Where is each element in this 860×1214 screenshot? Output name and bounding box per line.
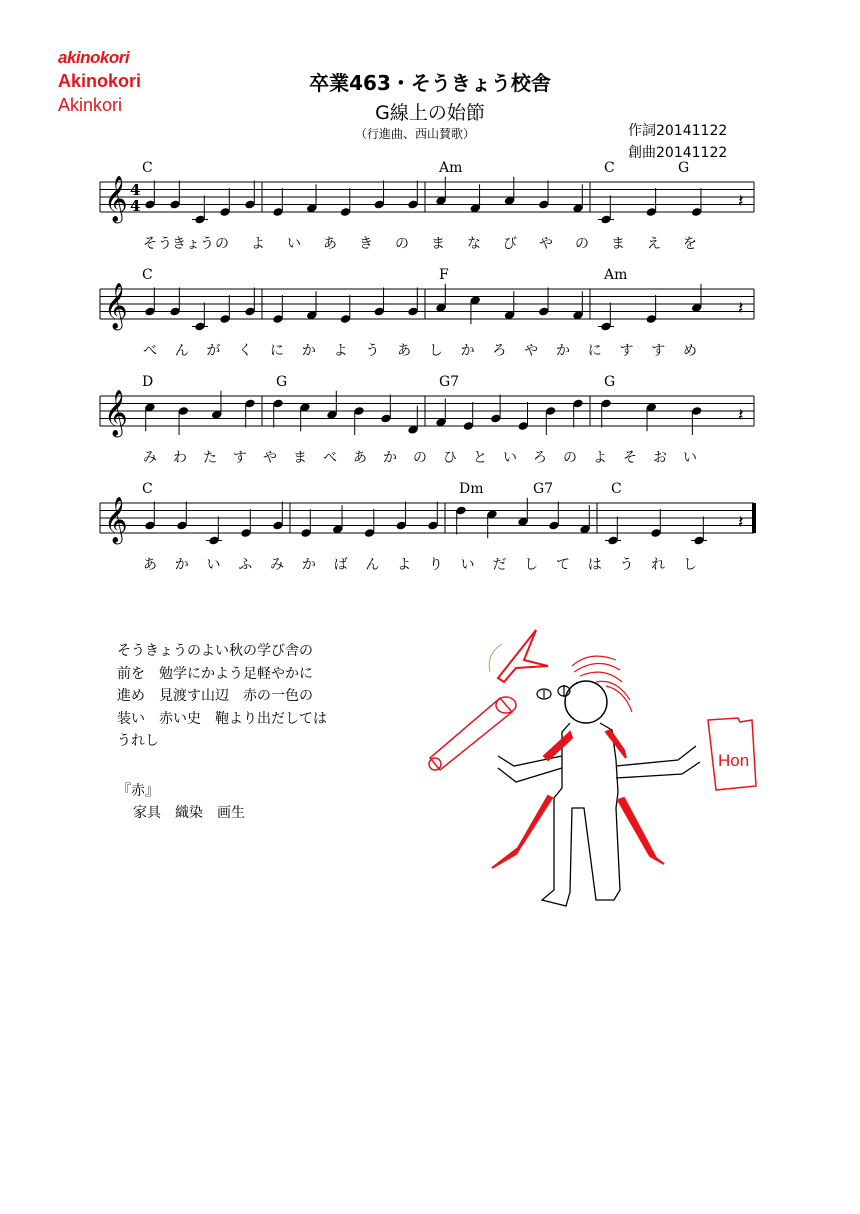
music-credit: 創曲20141122 xyxy=(628,145,728,161)
lyric-syllable: を xyxy=(683,236,697,252)
lyric-syllable: ひ xyxy=(443,450,457,466)
lyric-syllable: ふ xyxy=(238,557,253,573)
aka-section xyxy=(117,780,245,824)
chord-symbol: Am xyxy=(604,267,628,283)
lyric-syllable: よ xyxy=(593,450,607,466)
chord-symbol: G xyxy=(276,374,288,390)
lyric-syllable: み xyxy=(270,557,285,573)
chord-symbol: C xyxy=(142,481,153,497)
chord-symbol: Dm xyxy=(459,481,484,497)
lyric-syllable: よ xyxy=(333,343,348,359)
chord-symbol: G xyxy=(604,374,616,390)
lyric-syllable: ま xyxy=(611,236,625,252)
chord-symbol: Am xyxy=(439,160,463,176)
lyric-syllable: ろ xyxy=(533,450,547,466)
lyric-syllable: あ xyxy=(323,236,337,252)
lyric-syllable: うきょう xyxy=(158,236,214,252)
chord-symbol: F xyxy=(439,267,449,283)
lyric-syllable: い xyxy=(683,450,697,466)
lyric-syllable: に xyxy=(270,343,285,359)
lyric-syllable: か xyxy=(460,343,475,359)
lyric-syllable: だ xyxy=(492,557,507,573)
lyric-syllable: う xyxy=(365,343,380,359)
red-arrow xyxy=(498,630,548,682)
lyric-syllable: い xyxy=(206,557,221,573)
lyric-syllable: ま xyxy=(431,236,445,252)
lyric-syllable: よ xyxy=(397,557,412,573)
lyric-syllable: か xyxy=(174,557,189,573)
lyric-syllable: べ xyxy=(323,450,337,466)
poem-text xyxy=(117,640,327,753)
lyric-syllable: す xyxy=(651,343,666,359)
lyric-syllable: み xyxy=(143,450,157,466)
conductor-drawing xyxy=(420,620,770,920)
song-title: 卒業463・そうきょう校舎 xyxy=(309,71,551,95)
lyric-syllable: あ xyxy=(397,343,412,359)
poem-line: 進め 見渡す山辺 赤の一色の xyxy=(117,688,313,704)
lyric-syllable: し xyxy=(683,557,697,573)
chord-symbol: C xyxy=(142,267,153,283)
treble-clef: 𝄞 xyxy=(104,390,128,436)
hair xyxy=(572,656,632,712)
lyric-syllable: び xyxy=(503,236,517,252)
aka-title: 『赤』 xyxy=(117,783,159,799)
chord-symbol: D xyxy=(142,374,154,390)
lyric-syllable: ま xyxy=(293,450,307,466)
music-score xyxy=(0,0,860,600)
lyric-syllable: べ xyxy=(143,343,157,359)
treble-clef: 𝄞 xyxy=(104,176,128,222)
treble-clef: 𝄞 xyxy=(104,497,128,543)
logo-akinkori: Akinkori xyxy=(58,95,123,115)
lyric-syllable: や xyxy=(524,343,539,359)
lyric-syllable: あ xyxy=(143,557,157,573)
lyric-syllable: き xyxy=(359,236,373,252)
lyric-syllable: め xyxy=(683,343,697,359)
lyric-syllable: れ xyxy=(651,557,666,573)
lyric-syllable: ろ xyxy=(492,343,507,359)
lyric-syllable: て xyxy=(555,557,570,573)
lyric-syllable: や xyxy=(263,450,277,466)
lyric-syllable: あ xyxy=(353,450,367,466)
lyric-syllable: そ xyxy=(143,236,157,252)
lyric-syllable: い xyxy=(287,236,301,252)
logo-akinokori-bold: Akinokori xyxy=(58,71,142,91)
lyric-syllable: が xyxy=(206,343,221,359)
book-label: Hon xyxy=(718,751,750,770)
chord-symbol: C xyxy=(611,481,622,497)
body xyxy=(498,723,700,906)
chord-symbol: G7 xyxy=(533,481,554,497)
lyric-syllable: か xyxy=(383,450,397,466)
lyric-syllable: の xyxy=(395,236,409,252)
rest: 𝄽 xyxy=(738,298,744,319)
lyric-syllable: そ xyxy=(623,450,637,466)
aka-items: 家具 織染 画生 xyxy=(133,805,245,821)
poem-line: うれし xyxy=(117,733,159,749)
poem-line: そうきょうのよい秋の学び舎の xyxy=(117,643,313,659)
lyric-syllable: と xyxy=(473,450,487,466)
rest: 𝄽 xyxy=(738,405,744,426)
lyric-syllable: ん xyxy=(174,343,189,359)
lyric-syllable: し xyxy=(428,343,443,359)
lyric-syllable: す xyxy=(619,343,634,359)
lyric-syllable: や xyxy=(539,236,553,252)
lyric-syllable: え xyxy=(647,236,661,252)
lyrics-credit: 作詞20141122 xyxy=(628,123,728,139)
lyric-syllable: よ xyxy=(251,236,265,252)
head xyxy=(565,681,607,723)
logo-akinokori-italic: akinokori xyxy=(58,48,130,67)
chord-symbol: C xyxy=(142,160,153,176)
lyric-syllable: し xyxy=(524,557,539,573)
treble-clef: 𝄞 xyxy=(104,283,128,329)
rest: 𝄽 xyxy=(738,512,744,533)
lyric-syllable: い xyxy=(503,450,517,466)
lyric-syllable: た xyxy=(203,450,217,466)
chord-symbol: G7 xyxy=(439,374,460,390)
lyric-syllable: り xyxy=(428,557,443,573)
lyric-syllable: わ xyxy=(173,450,187,466)
lyric-syllable: な xyxy=(467,236,481,252)
lyric-syllable: か xyxy=(555,343,570,359)
lyric-syllable: い xyxy=(460,557,475,573)
lyric-syllable: ん xyxy=(365,557,380,573)
style-note: （行進曲、西山賛歌） xyxy=(355,127,476,141)
lyric-syllable: す xyxy=(233,450,247,466)
chord-symbol: C xyxy=(604,160,615,176)
song-subtitle: G線上の始節 xyxy=(375,102,485,124)
time-signature-top: 4 xyxy=(130,181,141,199)
lyric-syllable: ば xyxy=(333,557,348,573)
lyric-syllable: の xyxy=(563,450,577,466)
lyric-syllable: の xyxy=(413,450,427,466)
lyric-syllable: の xyxy=(575,236,589,252)
time-signature-bottom: 4 xyxy=(130,197,141,215)
lyric-syllable: か xyxy=(301,343,316,359)
chord-symbol: G xyxy=(678,160,690,176)
lyric-syllable: う xyxy=(619,557,634,573)
lyric-syllable: お xyxy=(653,450,667,466)
lyric-syllable: は xyxy=(587,557,602,573)
lyric-syllable: か xyxy=(301,557,316,573)
rest: 𝄽 xyxy=(738,191,744,212)
lyric-syllable: の xyxy=(215,236,229,252)
red-accents xyxy=(492,730,664,868)
poem-line: 装い 赤い史 鞄より出だしては xyxy=(117,710,327,727)
lyric-syllable: く xyxy=(238,343,253,359)
lyric-syllable: に xyxy=(587,343,602,359)
poem-line: 前を 勉学にかよう足軽やかに xyxy=(117,665,313,682)
